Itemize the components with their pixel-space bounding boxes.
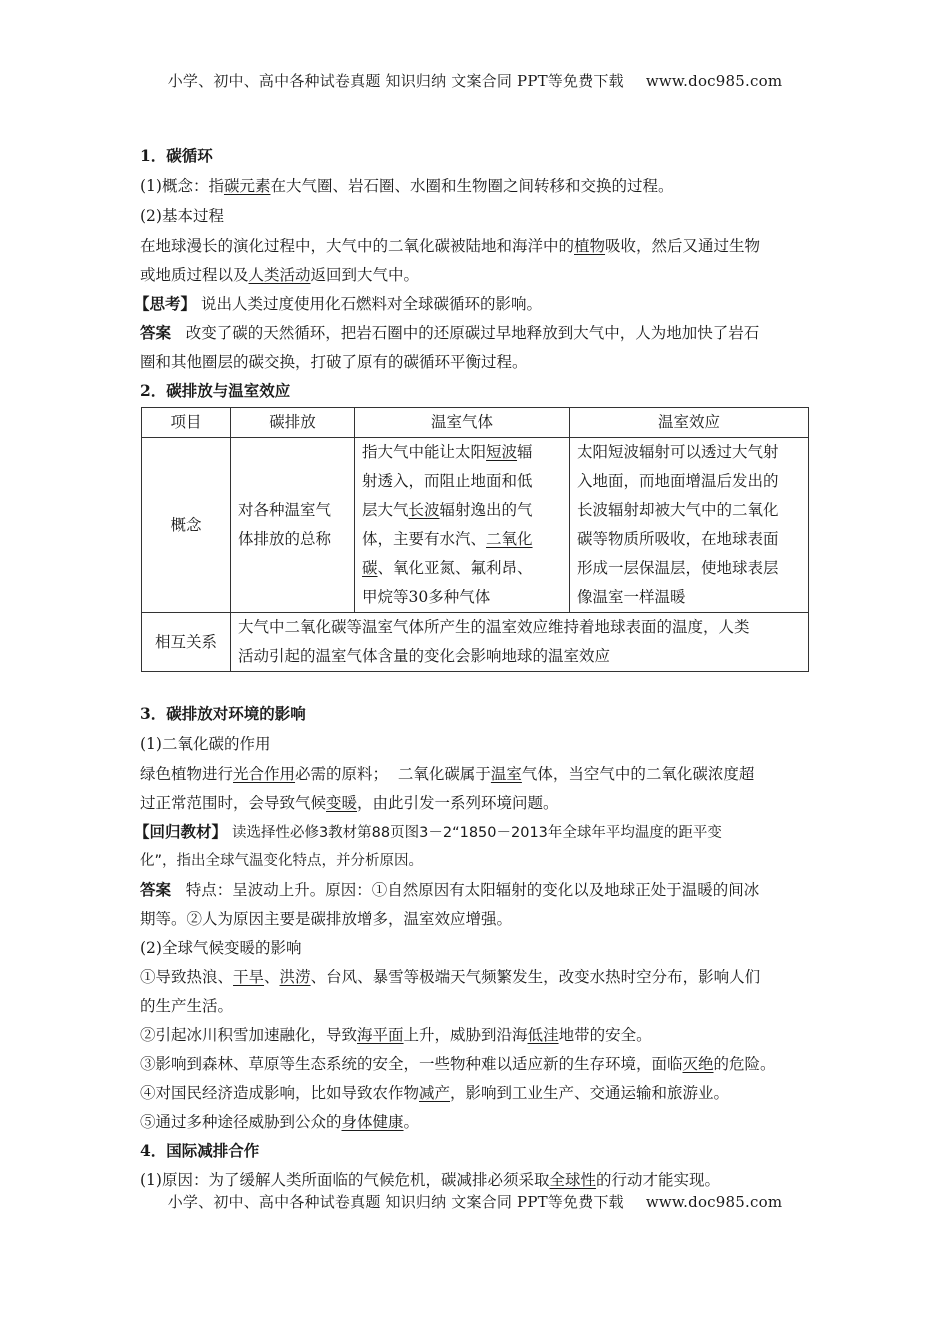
cell-line: 入地面，而地面增温后发出的 [577,472,779,490]
text: 体，主要有水汽、 [362,530,487,548]
cell-line [362,438,562,467]
text: 吸收，然后又通过生物 [605,237,761,255]
text: ①导致热浪、 [140,968,234,986]
text: ，由此引发一系列环境问题。 [357,794,559,812]
header-text: 小学、初中、高中各种试卷真题 知识归纳 文案合同 PPT等免费下载 [167,72,624,90]
answer-1-line-1 [140,323,759,343]
impact-1 [140,967,760,987]
process-title: (2)基本过程 [140,207,224,225]
page-header [0,70,950,91]
page-footer [0,1191,950,1212]
row-label-relation: 相互关系 [142,613,231,672]
blank-answer: 光合作用 [233,765,296,783]
text: 辐射逸出的气 [439,501,533,519]
text: 上升，威胁到沿海 [403,1026,528,1044]
blank-answer: 碳 [362,559,378,577]
section-1-title: 1．碳循环 [140,146,213,165]
impact-2 [140,1025,652,1045]
return-textbook-line-2: 化”，指出全球气温变化特点，并分析原因。 [140,853,424,869]
text: (1)原因：为了缓解人类所面临的气候危机，碳减排必须采取 [140,1171,550,1189]
text: 返回到大气中。 [310,266,420,284]
blank-answer: 碳元素 [223,177,271,195]
text: (1)概念：指 [140,177,224,195]
think-question [134,294,542,314]
text: 的危险。 [713,1055,776,1073]
gas-cell [355,438,570,613]
blank-answer: 人类活动 [248,266,311,284]
answer-1-line-2: 圈和其他圈层的碳交换，打破了原有的碳循环平衡过程。 [140,353,528,371]
co2-line-1 [140,764,754,784]
cell-line: 射透入，而阻止地面和低 [362,472,533,490]
cell-line [362,525,562,554]
cooperation-reason [140,1170,720,1190]
blank-answer: 植物 [574,237,606,255]
blank-answer: 身体健康 [341,1113,404,1131]
section-4-title: 4．国际减排合作 [140,1141,260,1160]
blank-answer: 干旱 [233,968,265,986]
answer-text: 特点：呈波动上升。原因：①自然原因有太阳辐射的变化以及地球正处于温暖的间冰 [185,881,760,899]
impact-5 [140,1112,419,1132]
emission-cell [231,438,355,613]
text: 的行动才能实现。 [595,1171,720,1189]
text: 、台风、暴雪等极端天气频繁发生，改变水热时空分布，影响人们 [310,968,761,986]
answer-text: 改变了碳的天然循环，把岩石圈中的还原碳过早地释放到大气中，人为地加快了岩石 [185,324,760,342]
blank-answer: 减产 [419,1084,451,1102]
cell-line: 像温室一样温暖 [577,588,686,606]
cell-line: 太阳短波辐射可以透过大气射 [577,443,779,461]
text: 必需的原料； 二氧化碳属于 [295,765,491,783]
effect-cell [570,438,809,613]
text: 、 [264,968,280,986]
process-line-1 [140,236,760,256]
text: 地带的安全。 [558,1026,652,1044]
think-text: 说出人类过度使用化石燃料对全球碳循环的影响。 [200,295,542,313]
text: ⑤通过多种途径威胁到公众的 [140,1113,342,1131]
section-2-title: 2．碳排放与温室效应 [140,381,291,400]
text: 。 [403,1113,420,1131]
text: 、氧化亚氮、氟利昂、 [377,559,533,577]
text: ，影响到工业生产、交通运输和旅游业。 [450,1084,730,1102]
col-gas: 温室气体 [355,408,570,438]
answer-label: 答案 [140,324,172,342]
impact-1-line-2: 的生产生活。 [140,997,234,1015]
col-item: 项目 [142,408,231,438]
col-effect: 温室效应 [570,408,809,438]
return-textbook-line-1 [134,822,722,843]
cell-line: 碳等物质所吸收，在地球表面 [577,530,779,548]
cell-line: 对各种温室气 [238,501,332,519]
cell-line: 大气中二氧化碳等温室气体所产生的温室效应维持着地球表面的温度，人类 [238,618,750,636]
cell-line: 形成一层保温层，使地球表层 [577,559,779,577]
cell-line: 甲烷等30多种气体 [362,588,491,606]
blank-answer: 二氧化 [486,530,533,548]
blank-answer: 温室 [490,765,522,783]
text: 绿色植物进行 [140,765,234,783]
co2-line-2 [140,793,559,813]
blank-answer: 全球性 [549,1171,596,1189]
col-emission: 碳排放 [231,408,355,438]
concept-line [140,176,674,196]
think-label: 【思考】 [134,295,197,313]
text: ④对国民经济造成影响，比如导致农作物 [140,1084,420,1102]
text: 或地质过程以及 [140,266,249,284]
text: ②引起冰川积雪加速融化，导致 [140,1026,358,1044]
text: 在地球漫长的演化过程中，大气中的二氧化碳被陆地和海洋中的 [140,237,575,255]
text: 辐 [517,443,533,461]
text: ③影响到森林、草原等生态系统的安全，一些物种难以适应新的生存环境，面临 [140,1055,683,1073]
relation-cell [231,613,809,672]
answer-2-line-2: 期等。②人为原因主要是碳排放增多，温室效应增强。 [140,910,513,928]
text: 在大气圈、岩石圈、水圈和生物圈之间转移和交换的过程。 [270,177,674,195]
blank-answer: 低洼 [527,1026,559,1044]
cell-line [362,496,562,525]
process-line-2 [140,265,419,285]
cell-line: 长波辐射却被大气中的二氧化 [577,501,779,519]
table-row [142,613,809,672]
blank-answer: 灭绝 [682,1055,714,1073]
greenhouse-table [141,407,809,672]
cell-line: 体排放的总称 [238,530,332,548]
co2-role-title: (1)二氧化碳的作用 [140,735,271,753]
header-site: www.doc985.com [645,72,783,90]
return-text: 读选择性必修3教材第88页图3－2“1850－2013年全球年平均温度的距平变 [231,825,722,841]
warming-impact-title: (2)全球气候变暖的影响 [140,939,302,957]
section-3-title: 3．碳排放对环境的影响 [140,704,306,723]
answer-2-line-1 [140,880,759,900]
blank-answer: 长波 [408,501,440,519]
footer-site: www.doc985.com [645,1193,783,1211]
footer-text: 小学、初中、高中各种试卷真题 知识归纳 文案合同 PPT等免费下载 [167,1193,624,1211]
blank-answer: 洪涝 [279,968,311,986]
table-header-row [142,408,809,438]
blank-answer: 变暖 [326,794,358,812]
text: 指大气中能让太阳 [362,443,487,461]
text: 气体，当空气中的二氧化碳浓度超 [521,765,755,783]
blank-answer: 海平面 [357,1026,404,1044]
impact-4 [140,1083,729,1103]
row-label-concept: 概念 [142,438,231,613]
cell-line [362,554,562,583]
impact-3 [140,1054,776,1074]
cell-line: 活动引起的温室气体含量的变化会影响地球的温室效应 [238,647,611,665]
blank-answer: 短波 [486,443,518,461]
table-row [142,438,809,613]
return-label: 【回归教材】 [134,823,228,841]
text: 过正常范围时，会导致气候 [140,794,327,812]
answer-label: 答案 [140,881,172,899]
text: 层大气 [362,501,409,519]
